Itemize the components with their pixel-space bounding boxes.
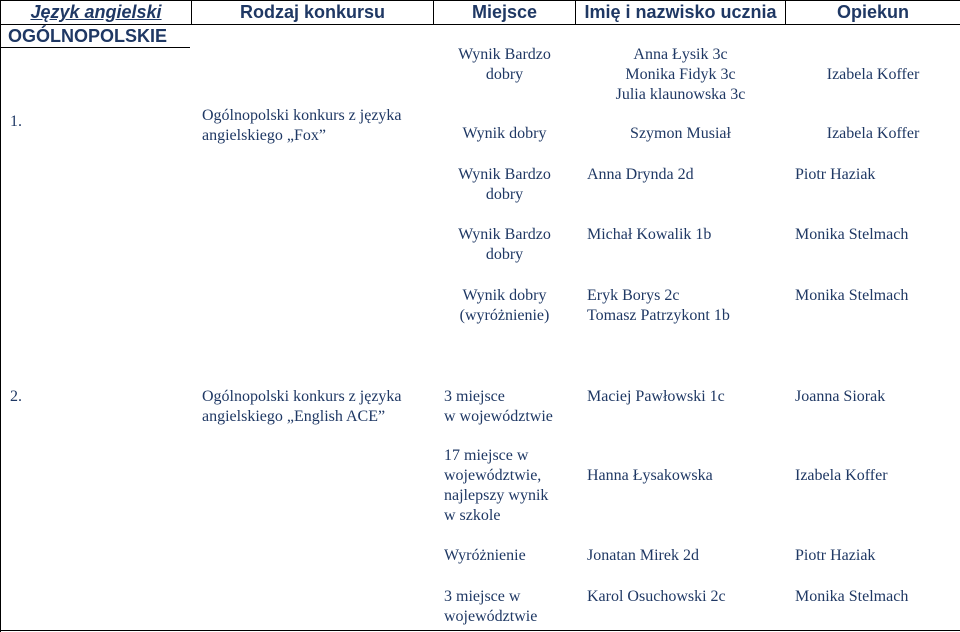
header-student-name: Imię i nazwisko ucznia xyxy=(584,2,777,22)
result-place: Wynik Bardzo xyxy=(458,166,551,183)
result-student: Eryk Borys 2c xyxy=(587,287,680,304)
result-place: Wynik dobry xyxy=(462,125,547,142)
result-teacher: Izabela Koffer xyxy=(826,66,920,83)
competition-name: angielskiego „English ACE” xyxy=(202,408,386,425)
result-place: województwie, xyxy=(444,467,542,484)
result-place: 3 miejsce w xyxy=(444,588,521,605)
table-top-border xyxy=(0,0,960,1)
result-student: Szymon Musiał xyxy=(630,125,731,142)
result-place: (wyróżnienie) xyxy=(459,307,550,324)
competition-name: Ogólnopolski konkurs z języka xyxy=(202,388,402,405)
result-place: w województwie xyxy=(444,408,553,425)
competition-name: angielskiego „Fox” xyxy=(202,127,326,144)
result-place: Wynik dobry xyxy=(462,287,547,304)
competition-number: 1. xyxy=(10,113,22,130)
header-teacher: Opiekun xyxy=(836,2,909,22)
competition-number: 2. xyxy=(10,388,22,405)
result-place: Wynik Bardzo xyxy=(458,226,551,243)
result-teacher: Izabela Koffer xyxy=(795,467,888,484)
result-teacher: Monika Stelmach xyxy=(795,226,909,243)
header-competition-type: Rodzaj konkursu xyxy=(239,2,386,22)
result-teacher: Joanna Siorak xyxy=(795,388,886,405)
result-place: Wynik Bardzo xyxy=(458,46,551,63)
result-place: województwie xyxy=(444,608,538,625)
result-place: najlepszy wynik xyxy=(444,487,549,504)
result-place: 17 miejsce w xyxy=(444,447,529,464)
result-place: Wyróżnienie xyxy=(444,547,526,564)
section-title: OGÓLNOPOLSKIE xyxy=(8,26,168,46)
table-bottom-border xyxy=(0,630,960,631)
result-place: 3 miejsce xyxy=(444,388,505,405)
result-place: dobry xyxy=(485,246,524,263)
result-student: Jonatan Mirek 2d xyxy=(587,547,699,564)
header-subject: Język angielski xyxy=(30,2,162,22)
result-teacher: Piotr Haziak xyxy=(795,166,876,183)
result-student: Monika Fidyk 3c xyxy=(625,66,736,83)
result-place: w szkole xyxy=(444,507,501,524)
section-divider xyxy=(0,47,190,48)
result-teacher: Izabela Koffer xyxy=(826,125,920,142)
result-teacher: Monika Stelmach xyxy=(795,588,909,605)
competition-name: Ogólnopolski konkurs z języka xyxy=(202,107,402,124)
header-place: Miejsce xyxy=(471,2,538,22)
result-student: Anna Łysik 3c xyxy=(633,46,728,63)
result-student: Michał Kowalik 1b xyxy=(587,226,712,243)
result-student: Maciej Pawłowski 1c xyxy=(587,388,725,405)
result-place: dobry xyxy=(485,186,524,203)
result-student: Karol Osuchowski 2c xyxy=(587,588,726,605)
result-student: Anna Drynda 2d xyxy=(587,166,694,183)
result-student: Julia klaunowska 3c xyxy=(615,86,746,103)
result-teacher: Monika Stelmach xyxy=(795,287,909,304)
result-student: Tomasz Patrzykont 1b xyxy=(587,307,730,324)
result-student: Hanna Łysakowska xyxy=(587,467,713,484)
table-left-border xyxy=(0,0,1,632)
result-place: dobry xyxy=(485,66,524,83)
result-teacher: Piotr Haziak xyxy=(795,547,876,564)
